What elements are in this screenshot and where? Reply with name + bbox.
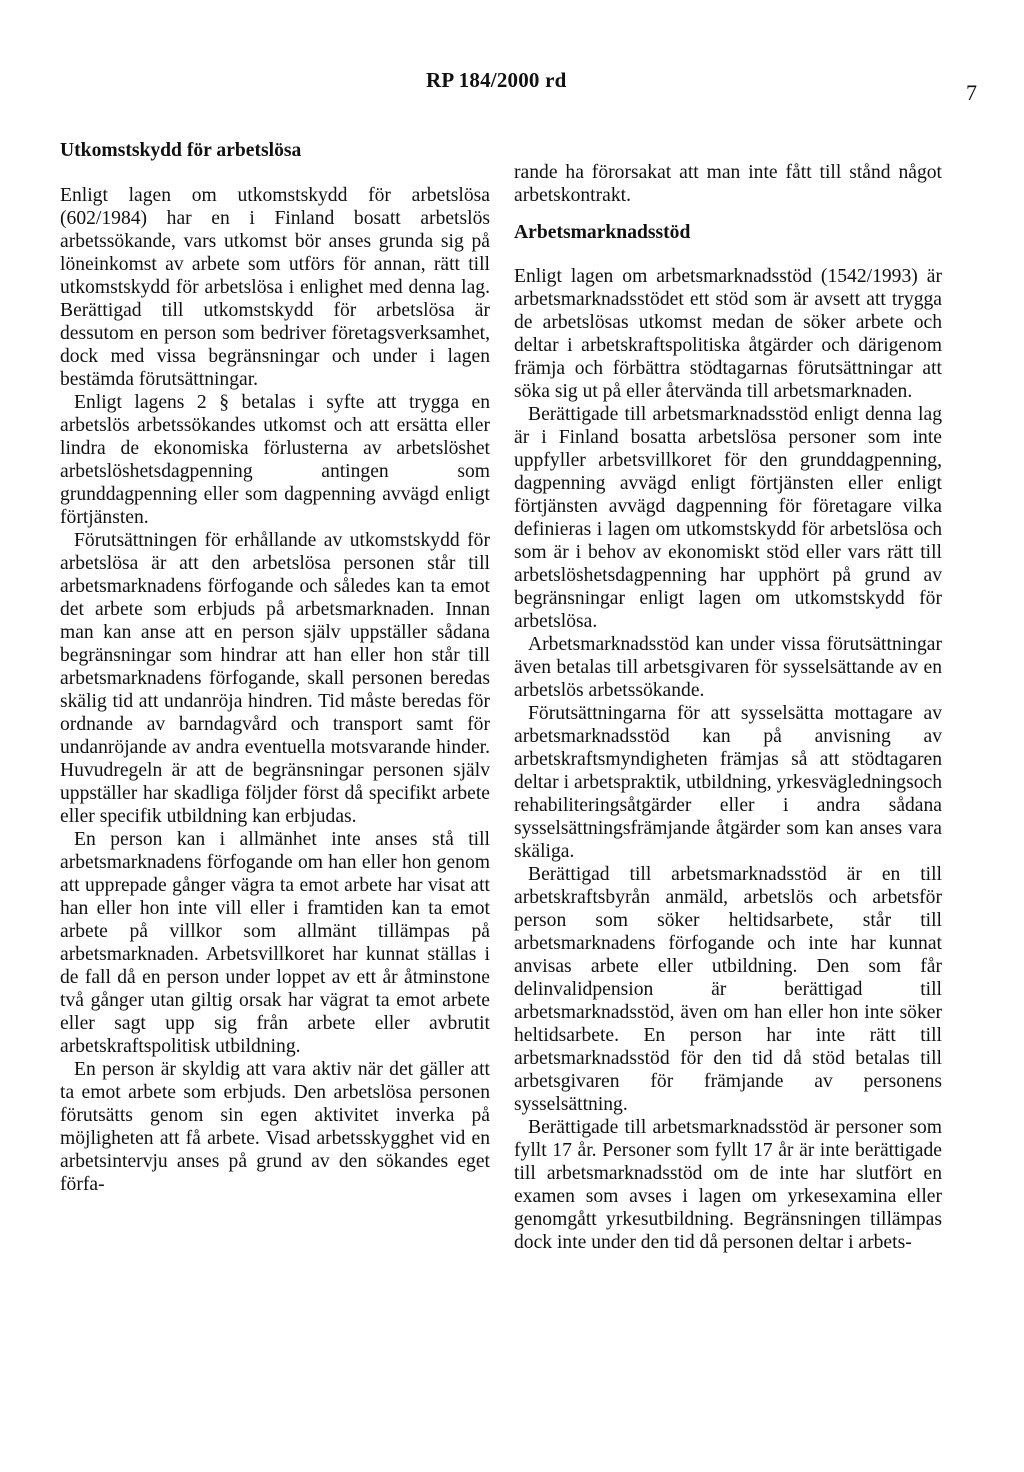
section-heading-utkomstskydd: Utkomstskydd för arbetslösa <box>60 140 302 161</box>
paragraph: Enligt lagens 2 § betalas i syfte att trygga en arbetslös arbetssökandes utkomst och att ersätta eller lindra de ekonomiska förlusterna av arbetslöshet arbetslöshetsdagpenning antingen som grunddagpenning eller som dagpenning avvägd enligt förtjänsten. <box>60 392 490 528</box>
paragraph: Förutsättningen för erhållande av utkomstskydd för arbetslösa är att den arbetslösa personen står till arbetsmarknadens förfogande och således kan ta emot det arbete som erbjuds på arbetsmarknaden. Innan man kan anse att en person själv uppställer sådana begränsningar som hindrar att han eller hon står till arbetsmarknadens förfogande, skall personen beredas skälig tid att undanröja hindren. Tid måste beredas för ordnande av barndagvård och transport samt för undanröjande av andra eventuella motsvarande hinder. Huvudregeln är att de begränsningar personen själv uppställer har skadliga följder först då specifikt arbete eller specifik utbildning kan erbjudas. <box>60 530 490 827</box>
left-column <box>60 139 490 1196</box>
page-number: 7 <box>966 80 977 105</box>
paragraph: Förutsättningarna för att sysselsätta mottagare av arbetsmarknadsstöd kan på anvisning av arbetskraftsmyndigheten främjas så att stödtagaren deltar i arbetspraktik, utbildning, yrkesvägledningsoch rehabiliteringsåtgärder eller i andra sådana sysselsättningsfrämjande åtgärder som kan anses vara skäliga. <box>514 703 942 862</box>
paragraph: Berättigad till arbetsmarknadsstöd är en till arbetskraftsbyrån anmäld, arbetslös och arbetsför person som söker heltidsarbete, står till arbetsmarknadens förfogande och inte har kunnat anvisas arbete eller utbildning. Den som får delinvalidpension är berättigad till arbetsmarknadsstöd, även om han eller hon inte söker heltidsarbete. En person har inte rätt till arbetsmarknadsstöd för den tid då stöd betalas till arbetsgivaren för främjande av personens sysselsättning. <box>514 864 942 1115</box>
page-header <box>0 68 1024 105</box>
paragraph: Enligt lagen om arbetsmarknadsstöd (1542/1993) är arbetsmarknadsstödet ett stöd som är avsett att trygga de arbetslösas utkomst medan de söker arbete och deltar i arbetskraftspolitiska åtgärder och därigenom främja och förbättra stödtagarnas förutsättningar att söka sig ut på eller återvända till arbetsmarknaden. <box>514 266 942 402</box>
paragraph: En person kan i allmänhet inte anses stå till arbetsmarknadens förfogande om han eller hon genom att upprepade gånger vägra ta emot arbete har visat att han eller hon inte vill eller i framtiden kan ta emot arbete på villkor som allmänt tillämpas på arbetsmarknaden. Arbetsvillkoret har kunnat ställas i de fall då en person under loppet av ett år åtminstone två gånger utan giltig orsak har vägrat ta emot arbete eller sagt upp sig från arbete eller avbrutit arbetskraftspolitisk utbildning. <box>60 829 490 1057</box>
paragraph-continuation: rande ha förorsakat att man inte fått till stånd något arbetskontrakt. <box>514 162 942 206</box>
paragraph: Enligt lagen om utkomstskydd för arbetslösa (602/1984) har en i Finland bosatt arbetslös arbetssökande, vars utkomst bör anses grunda sig på löneinkomst av arbete som utförs för annan, rätt till utkomstskydd för arbetslösa i enlighet med denna lag. Berättigad till utkomstskydd för arbetslösa är dessutom en person som bedriver företagsverksamhet, dock med vissa begränsningar och under i lagen bestämda förutsättningar. <box>60 185 490 390</box>
paragraph: En person är skyldig att vara aktiv när det gäller att ta emot arbete som erbjuds. Den arbetslösa personen förutsätts genom sin egen aktivitet inverka på möjligheten att få arbete. Visad arbetsskygghet vid en arbetsintervju anses på grund av den sökandes eget förfa- <box>60 1059 490 1195</box>
paragraph: Arbetsmarknadsstöd kan under vissa förutsättningar även betalas till arbetsgivaren för sysselsättande av en arbetslös arbetssökande. <box>514 634 942 701</box>
section-heading-arbetsmarknadsstod: Arbetsmarknadsstöd <box>514 222 691 243</box>
paragraph: Berättigade till arbetsmarknadsstöd är personer som fyllt 17 år. Personer som fyllt 17 år är inte berättigade till arbetsmarknadsstöd om de inte har slutfört en examen som avses i lagen om yrkesexamina eller genomgått yrkesutbildning. Begränsningen tillämpas dock inte under den tid då personen deltar i arbets- <box>514 1117 942 1253</box>
paragraph: Berättigade till arbetsmarknadsstöd enligt denna lag är i Finland bosatta arbetslösa personer som inte uppfyller arbetsvillkoret för den grunddagpenning, dagpenning avvägd enligt förtjänsten eller enligt förtjänsten avvägd dagpenning för företagare vilka definieras i lagen om utkomstskydd för arbetslösa och som är i behov av ekonomiskt stöd eller vars rätt till arbetslöshetsdagpenning har upphört på grund av begränsningar enligt lagen om utkomstskydd för arbetslösa. <box>514 404 942 632</box>
right-column <box>514 161 942 1254</box>
document-id: RP 184/2000 rd <box>426 68 567 92</box>
